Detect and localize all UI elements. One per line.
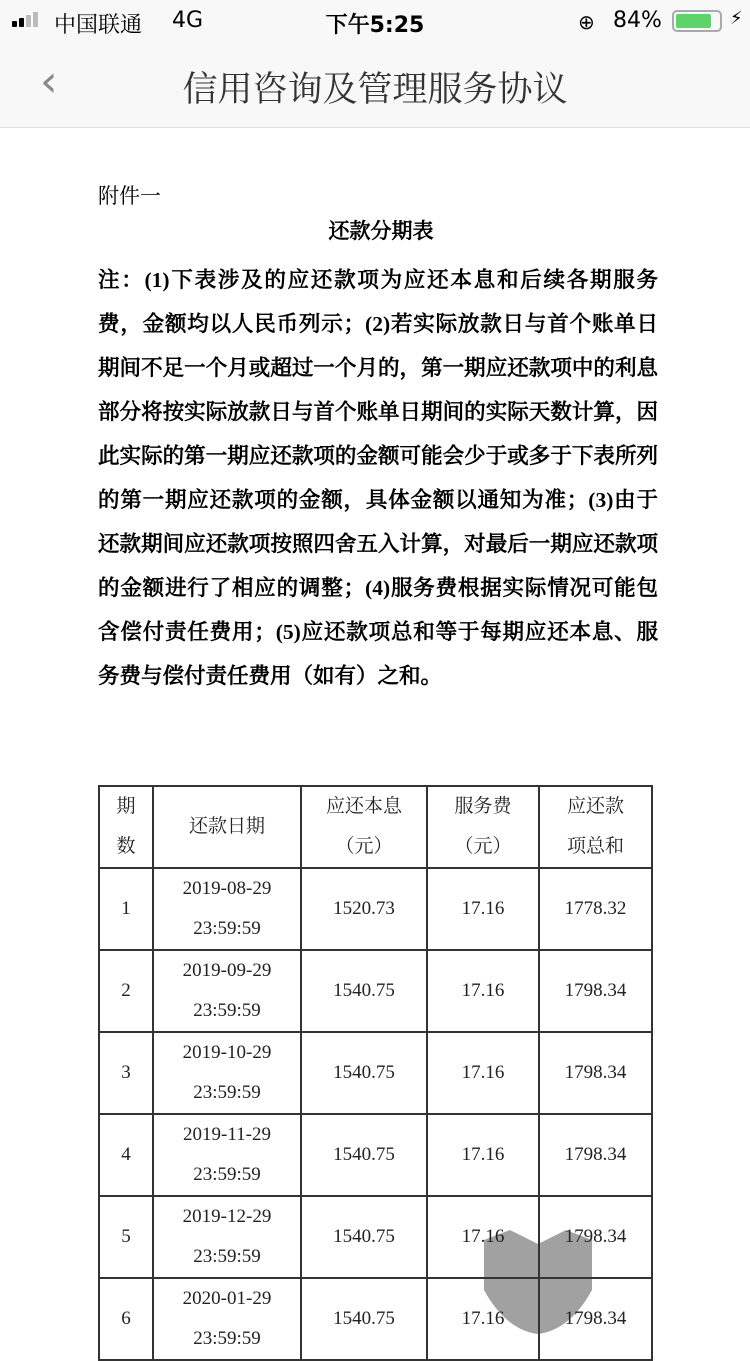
cell-text: 2019-11-29 bbox=[183, 1124, 271, 1145]
cell-text: 2 bbox=[121, 980, 131, 1001]
header-text: 服务费 bbox=[454, 796, 512, 817]
header-text: （元） bbox=[335, 836, 393, 857]
table-cell bbox=[99, 950, 153, 1032]
table-cell bbox=[153, 1278, 301, 1360]
cell-text: 1540.75 bbox=[333, 1144, 395, 1165]
column-header bbox=[153, 786, 301, 868]
table-cell bbox=[301, 1278, 427, 1360]
table-row bbox=[99, 1196, 652, 1278]
table-cell bbox=[99, 1196, 153, 1278]
cell-text: 2019-08-29 bbox=[182, 878, 272, 899]
cell-text: 1540.75 bbox=[333, 980, 395, 1001]
cell-text: 2020-01-29 bbox=[182, 1288, 272, 1309]
table-cell bbox=[99, 1032, 153, 1114]
header-text: 期 bbox=[116, 796, 136, 817]
table-cell bbox=[539, 1278, 652, 1360]
table-cell bbox=[301, 1196, 427, 1278]
status-bar bbox=[0, 0, 750, 42]
table-cell bbox=[153, 1114, 301, 1196]
battery-percent: 84% bbox=[613, 8, 662, 33]
column-header bbox=[301, 786, 427, 868]
cell-text: 23:59:59 bbox=[193, 1328, 261, 1349]
header-text: （元） bbox=[454, 836, 512, 857]
table-row bbox=[99, 950, 652, 1032]
header-text: 应还本息 bbox=[325, 796, 402, 817]
cell-text: 23:59:59 bbox=[193, 1082, 261, 1103]
header-text: 还款日期 bbox=[188, 816, 265, 837]
cell-text: 1 bbox=[121, 898, 131, 919]
column-header bbox=[427, 786, 539, 868]
cell-text: 17.16 bbox=[461, 898, 505, 919]
table-cell bbox=[99, 1114, 153, 1196]
cell-text: 17.16 bbox=[461, 1062, 505, 1083]
table-cell bbox=[427, 868, 539, 950]
cell-text: 23:59:59 bbox=[193, 918, 261, 939]
header-text: 项总和 bbox=[566, 836, 624, 857]
table-header bbox=[99, 786, 652, 868]
cell-text: 23:59:59 bbox=[193, 1164, 261, 1185]
table-row bbox=[99, 1114, 652, 1196]
cell-text: 23:59:59 bbox=[193, 1000, 261, 1021]
table-cell bbox=[427, 950, 539, 1032]
table-cell bbox=[99, 1278, 153, 1360]
cell-text: 6 bbox=[121, 1308, 131, 1329]
table-row bbox=[99, 868, 652, 950]
attachment-label: 附件一 bbox=[98, 184, 161, 208]
table-cell bbox=[539, 1196, 652, 1278]
table-cell bbox=[427, 1032, 539, 1114]
table-cell bbox=[153, 1196, 301, 1278]
carrier: 中国联通 bbox=[54, 13, 143, 38]
table-cell bbox=[539, 1114, 652, 1196]
cell-text: 1540.75 bbox=[333, 1308, 395, 1329]
column-header bbox=[99, 786, 153, 868]
cell-text: 1540.75 bbox=[333, 1226, 395, 1247]
cell-text: 17.16 bbox=[461, 1144, 505, 1165]
column-header bbox=[539, 786, 652, 868]
cell-text: 1798.34 bbox=[564, 1226, 627, 1247]
table-cell bbox=[301, 950, 427, 1032]
table-cell bbox=[99, 868, 153, 950]
table-cell bbox=[301, 868, 427, 950]
table-cell bbox=[301, 1114, 427, 1196]
cell-text: 2019-09-29 bbox=[182, 960, 272, 981]
cell-text: 1520.73 bbox=[333, 898, 395, 919]
repayment-table bbox=[98, 785, 653, 1361]
page-title: 信用咨询及管理服务协议 bbox=[182, 70, 568, 110]
cell-text: 1798.34 bbox=[564, 1144, 627, 1165]
cell-text: 2019-12-29 bbox=[182, 1206, 272, 1227]
clock: 下午5:25 bbox=[325, 13, 425, 38]
cell-text: 2019-10-29 bbox=[182, 1042, 272, 1063]
cell-text: 1798.34 bbox=[564, 980, 627, 1001]
nav-bar bbox=[0, 42, 750, 128]
cell-text: 1540.75 bbox=[333, 1062, 395, 1083]
cell-text: 23:59:59 bbox=[193, 1246, 261, 1267]
table-cell bbox=[427, 1114, 539, 1196]
cell-text: 5 bbox=[121, 1226, 131, 1247]
table-cell bbox=[539, 868, 652, 950]
header-text: 应还款 bbox=[566, 796, 624, 817]
table-row bbox=[99, 1032, 652, 1114]
table-cell bbox=[153, 1032, 301, 1114]
cell-text: 1798.34 bbox=[564, 1062, 627, 1083]
cell-text: 17.16 bbox=[461, 1308, 505, 1329]
table-cell bbox=[427, 1278, 539, 1360]
cell-text: 4 bbox=[121, 1144, 131, 1165]
rotation-lock-icon: ⊕ bbox=[578, 10, 595, 34]
table-cell bbox=[427, 1196, 539, 1278]
cell-text: 1798.34 bbox=[564, 1308, 627, 1329]
network-type: 4G bbox=[172, 8, 204, 33]
table-row bbox=[99, 1278, 652, 1360]
cell-text: 1778.32 bbox=[564, 898, 627, 919]
charging-icon: ⚡ bbox=[730, 8, 743, 29]
table-cell bbox=[153, 868, 301, 950]
back-button[interactable]: ‹ bbox=[40, 56, 58, 107]
table-cell bbox=[301, 1032, 427, 1114]
document-body bbox=[98, 180, 658, 698]
table-cell bbox=[539, 950, 652, 1032]
header-text: 数 bbox=[116, 836, 136, 857]
section-heading: 还款分期表 bbox=[328, 219, 434, 243]
cell-text: 3 bbox=[121, 1062, 131, 1083]
cell-text: 17.16 bbox=[461, 980, 505, 1001]
note-paragraph: 注：(1)下表涉及的应还款项为应还本息和后续各期服务费，金额均以人民币列示；(2)若实际放款日与首个账单日期间不足一个月或超过一个月的，第一期应还款项中的利息部分将按实际放款日与首个账单日期间的实际天数计算，因此实际的第一期应还款项的金额可能会少于或多于下表所列的第一期应还款项的金额，具体金额以通知为准；(3)由于还款期间应还款项按照四舍五入计算，对最后一期应还款项的金额进行了相应的调整；(4)服务费根据实际情况可能包含偿付责任费用；(5)应还款项总和等于每期应还本息、服务费与偿付责任费用（如有）之和。 bbox=[98, 268, 658, 688]
cell-text: 17.16 bbox=[461, 1226, 505, 1247]
table-cell bbox=[153, 950, 301, 1032]
table-cell bbox=[539, 1032, 652, 1114]
battery-icon bbox=[672, 10, 722, 32]
